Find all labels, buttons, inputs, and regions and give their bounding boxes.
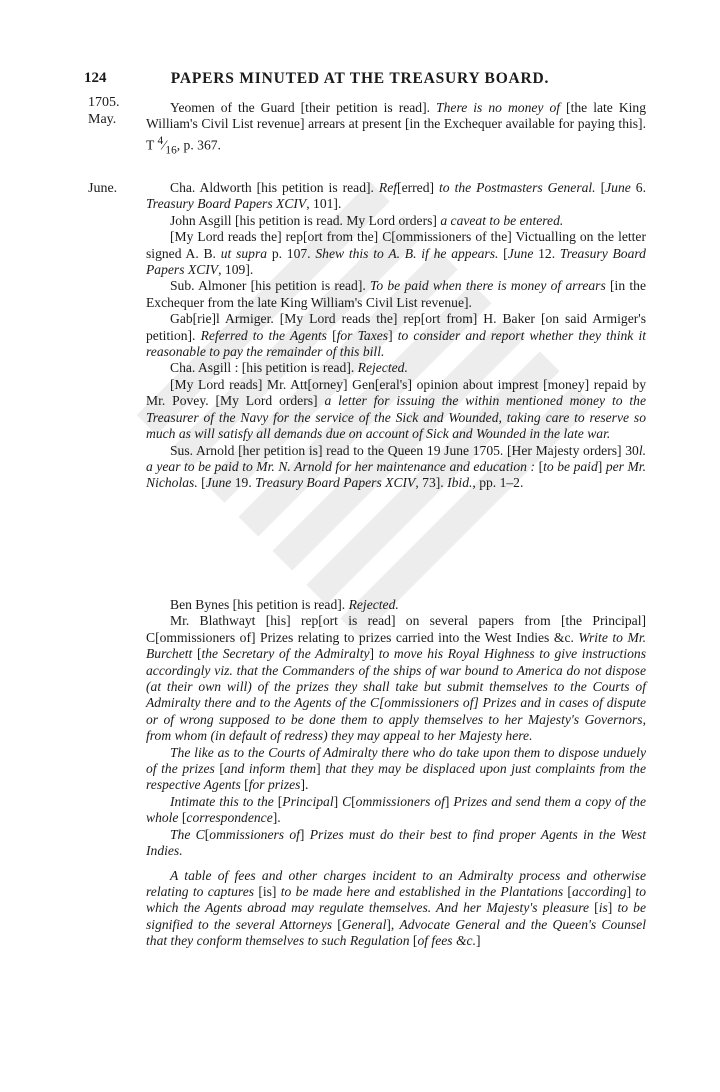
entry-paragraph: John Asgill [his petition is read. My Lord orders] a caveat to be entered.	[170, 212, 564, 228]
page-number: 124	[84, 70, 107, 86]
entry-paragraph: Mr. Blathwayt [his] rep[ort is read] on several papers from [the Principal] C[ommissioners of] Prizes relating to prizes carried into the West Indies &c. Write to Mr. Burchett [the Secretary of the Admiralty] to move his Royal Highness to give instructions accordingly viz. that the Commanders of the ships of war bound to America do not dispose (at their own will) of the prizes they shall take but submit themselves to the Courts of Admiralty there and to the Agents of the C[ommissioners of] Prizes and in cases of dispute or of wrong supposed to be done them to apply themselves to her Majesty's Governors, from whom (in default of redress) they may appeal to her Majesty here.	[146, 613, 646, 744]
entry-paragraph: Sub. Almoner [his petition is read]. To be paid when there is money of arrears [in the Exchequer from the late King William's Civil List revenue].	[146, 278, 646, 310]
entry-paragraph: Intimate this to the [Principal] C[ommissioners of] Prizes and send them a copy of the whole [correspondence].	[146, 793, 646, 826]
entry-paragraph: Cha. Aldworth [his petition is read]. Ref[erred] to the Postmasters General. [June 6. Treasury Board Papers XCIV, 101].	[146, 180, 646, 212]
entry-paragraph: A table of fees and other charges incident to an Admiralty process and otherwise relating to captures [is] to be made here and established in the Plantations [according] to which the Agents abroad may regulate themselves. And her Majesty's pleasure [is] to be signified to the several Attorneys [General], Advocate General and the Queen's Counsel that they conform themselves to such Regulation [of fees &c.]	[146, 867, 646, 949]
entry-paragraph: [My Lord reads the] rep[ort from the] C[ommissioners of the] Victualling on the letter signed A. B. ut supra p. 107. Shew this to A. B. if he appears. [June 12. Treasury Board Papers XCIV, 109].	[146, 229, 646, 278]
entry-paragraph: Sus. Arnold [her petition is] read to the Queen 19 June 1705. [Her Majesty orders] 30l. a year to be paid to Mr. N. Arnold for her maintenance and education : [to be paid] per Mr. Nicholas. [June 19. Treasury Board Papers XCIV, 73]. Ibid., pp. 1–2.	[146, 442, 646, 491]
entry-paragraph: [My Lord reads] Mr. Att[orney] Gen[eral's] opinion about imprest [money] repaid by Mr. Povey. [My Lord orders] a letter for issuing the within mentioned money to the Treasurer of the Navy for the service of the Sick and Wounded, taking care to reserve so much as will satisfy all demands due on account of Sick and Wounded in the late war.	[146, 376, 646, 442]
margin-month-may: May.	[88, 112, 117, 127]
entry-paragraph: Yeomen of the Guard [their petition is read]. There is no money of [the late King William's Civil List revenue] arrears at present [in the Exchequer available for paying this]. T $^4⁄_{16}$, p. 367.	[146, 100, 647, 157]
entry-paragraph: The like as to the Courts of Admiralty there who do take upon them to dispose unduely of the prizes [and inform them] that they may be displaced upon just complaints from the respective Agents [for prizes].	[146, 744, 646, 793]
margin-month-june: June.	[88, 181, 118, 196]
may-entries	[146, 100, 646, 158]
june-entries	[146, 180, 646, 492]
margin-year: 1705.	[88, 95, 120, 110]
entry-paragraph: The C[ommissioners of] Prizes must do their best to find proper Agents in the West Indies.	[146, 826, 647, 859]
entry-paragraph: Ben Bynes [his petition is read]. Rejected.	[170, 597, 399, 612]
entry-paragraph: Cha. Asgill : [his petition is read]. Rejected.	[170, 360, 408, 376]
entry-paragraph: Gab[rie]l Armiger. [My Lord reads the] rep[ort from] H. Baker [on said Armiger's petition]. Referred to the Agents [for Taxes] to consider and report whether they think it reasonable to pay the remainder of this bill.	[146, 311, 646, 360]
page-title: PAPERS MINUTED AT THE TREASURY BOARD.	[170, 70, 550, 87]
page-header	[0, 70, 720, 96]
june-entries-continued	[146, 597, 646, 950]
